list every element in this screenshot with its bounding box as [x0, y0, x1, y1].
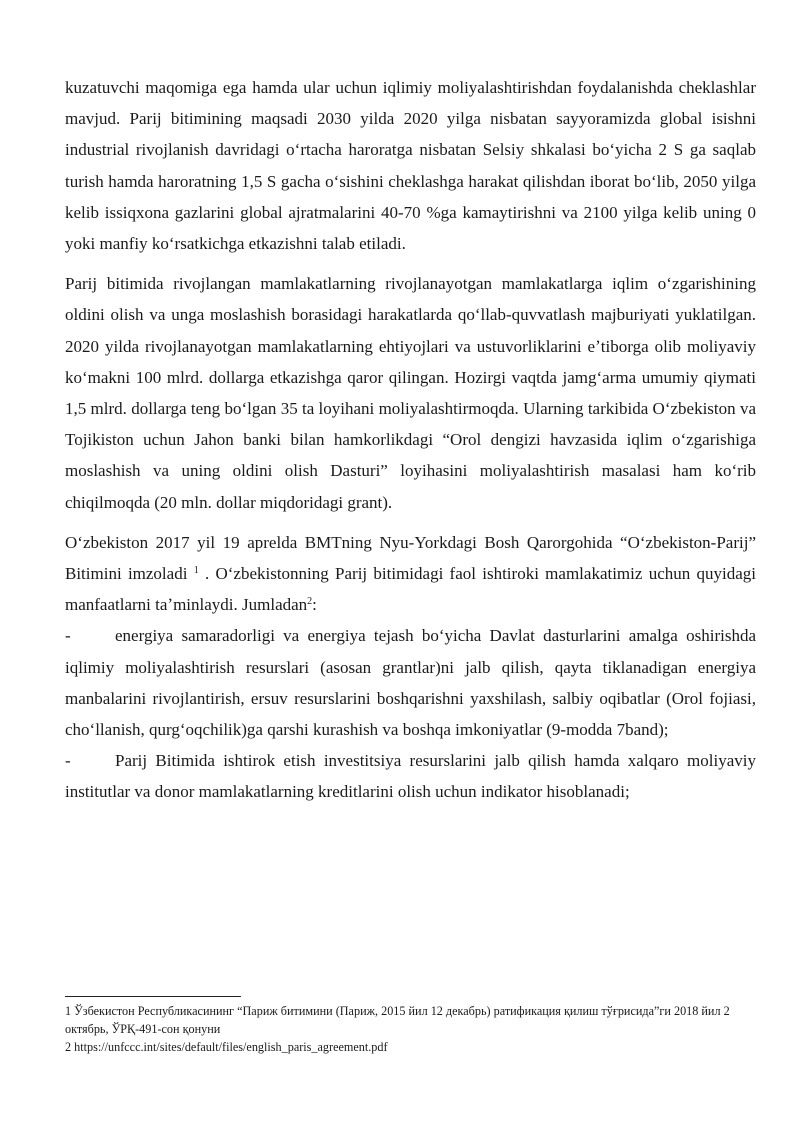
- list-item-text: Parij Bitimida ishtirok etish investitsiya resurslarini jalb qilish hamda xalqaro moliyaviy institutlar va donor mamlakatlarning kreditlarini olish uchun indikator hisoblanadi;: [65, 751, 756, 802]
- bullet-dash: -: [65, 751, 71, 771]
- footnote-2: 2 https://unfccc.int/sites/default/files/english_paris_agreement.pdf: [65, 1040, 388, 1054]
- list-item: [65, 620, 756, 745]
- paragraph-text: Oʻzbekiston 2017 yil 19 aprelda BMTning Nyu-Yorkdagi Bosh Qarorgohida “Oʻzbekiston-Parij” Bitimini imzoladi: [65, 532, 756, 584]
- footnote-1: 1 Ўзбекистон Республикасининг “Париж битимини (Париж, 2015 йил 12 декабрь) ратификация қилиш тўғрисида”ги 2018 йил 2 октябрь, ЎРҚ-491-сон қонуни: [65, 1004, 730, 1036]
- paragraph: [65, 527, 756, 621]
- paragraph: kuzatuvchi maqomiga ega hamda ular uchun iqlimiy moliyalashtirishdan foydalanishda cheklashlar mavjud. Parij bitimining maqsadi 2030 yilda 2020 yilga nisbatan sayyoramizda global isishni industrial rivojlanish davridagi oʻrtacha haroratga nisbatan Selsiy shkalasi boʻyicha 2 S ga saqlab turish hamda haroratning 1,5 S gacha oʻsishini cheklashga harakat qilishdan iborat boʻlib, 2050 yilga kelib issiqxona gazlarini global ajratmalarini 40-70 %ga kamaytirishni va 2100 yilga kelib uning 0 yoki manfiy koʻrsatkichga etkazishni talab etiladi.: [65, 78, 756, 254]
- footnotes: [65, 1002, 765, 1056]
- paragraph-text: . Oʻzbekistonning Parij bitimidagi faol ishtiroki mamlakatimiz uchun quyidagi manfaatlarni taʼminlaydi. Jumladan: [65, 564, 756, 615]
- footnote-separator: [65, 996, 241, 997]
- body-text: [65, 72, 756, 808]
- footnote-ref-2[interactable]: 2: [307, 596, 313, 608]
- footnote-ref-1[interactable]: 1: [193, 565, 199, 577]
- paragraph: Parij bitimida rivojlangan mamlakatlarning rivojlanayotgan mamlakatlarga iqlim oʻzgarishining oldini olish va unga moslashish borasidagi harakatlarda qoʻllab-quvvatlash majburiyati yuklatilgan. 2020 yilda rivojlanayotgan mamlakatlarning ehtiyojlari va ustuvorliklarini eʼtiborga olib moliyaviy koʻmakni 100 mlrd. dollarga etkazishga qaror qilingan. Hozirgi vaqtda jamgʻarma umumiy qiymati 1,5 mlrd. dollarga teng boʻlgan 35 ta loyihani moliyalashtirmoqda. Ularning tarkibida Oʻzbekiston va Tojikiston uchun Jahon banki bilan hamkorlikdagi “Orol dengizi havzasida iqlim oʻzgarishiga moslashish va uning oldini olish Dasturi” loyihasini moliyalashtirish masalasi ham koʻrib chiqilmoqda (20 mln. dollar miqdoridagi grant).: [65, 274, 756, 512]
- list-item-text: energiya samaradorligi va energiya tejash boʻyicha Davlat dasturlarini amalga oshirishda iqlimiy moliyalashtirish resurslari (asosan grantlar)ni jalb qilish, qayta tiklanadigan energiya manbalarini rivojlantirish, ersuv resurslarini boshqarishni yaxshilash, salbiy oqibatlar (Orol fojiasi, choʻllanish, qurgʻoqchilik)ga qarshi kurashish va boshqa imkoniyatlar (9-modda 7band);: [65, 626, 756, 740]
- bullet-dash: -: [65, 626, 71, 646]
- list-item: [65, 745, 756, 807]
- paragraph-text: :: [312, 595, 317, 615]
